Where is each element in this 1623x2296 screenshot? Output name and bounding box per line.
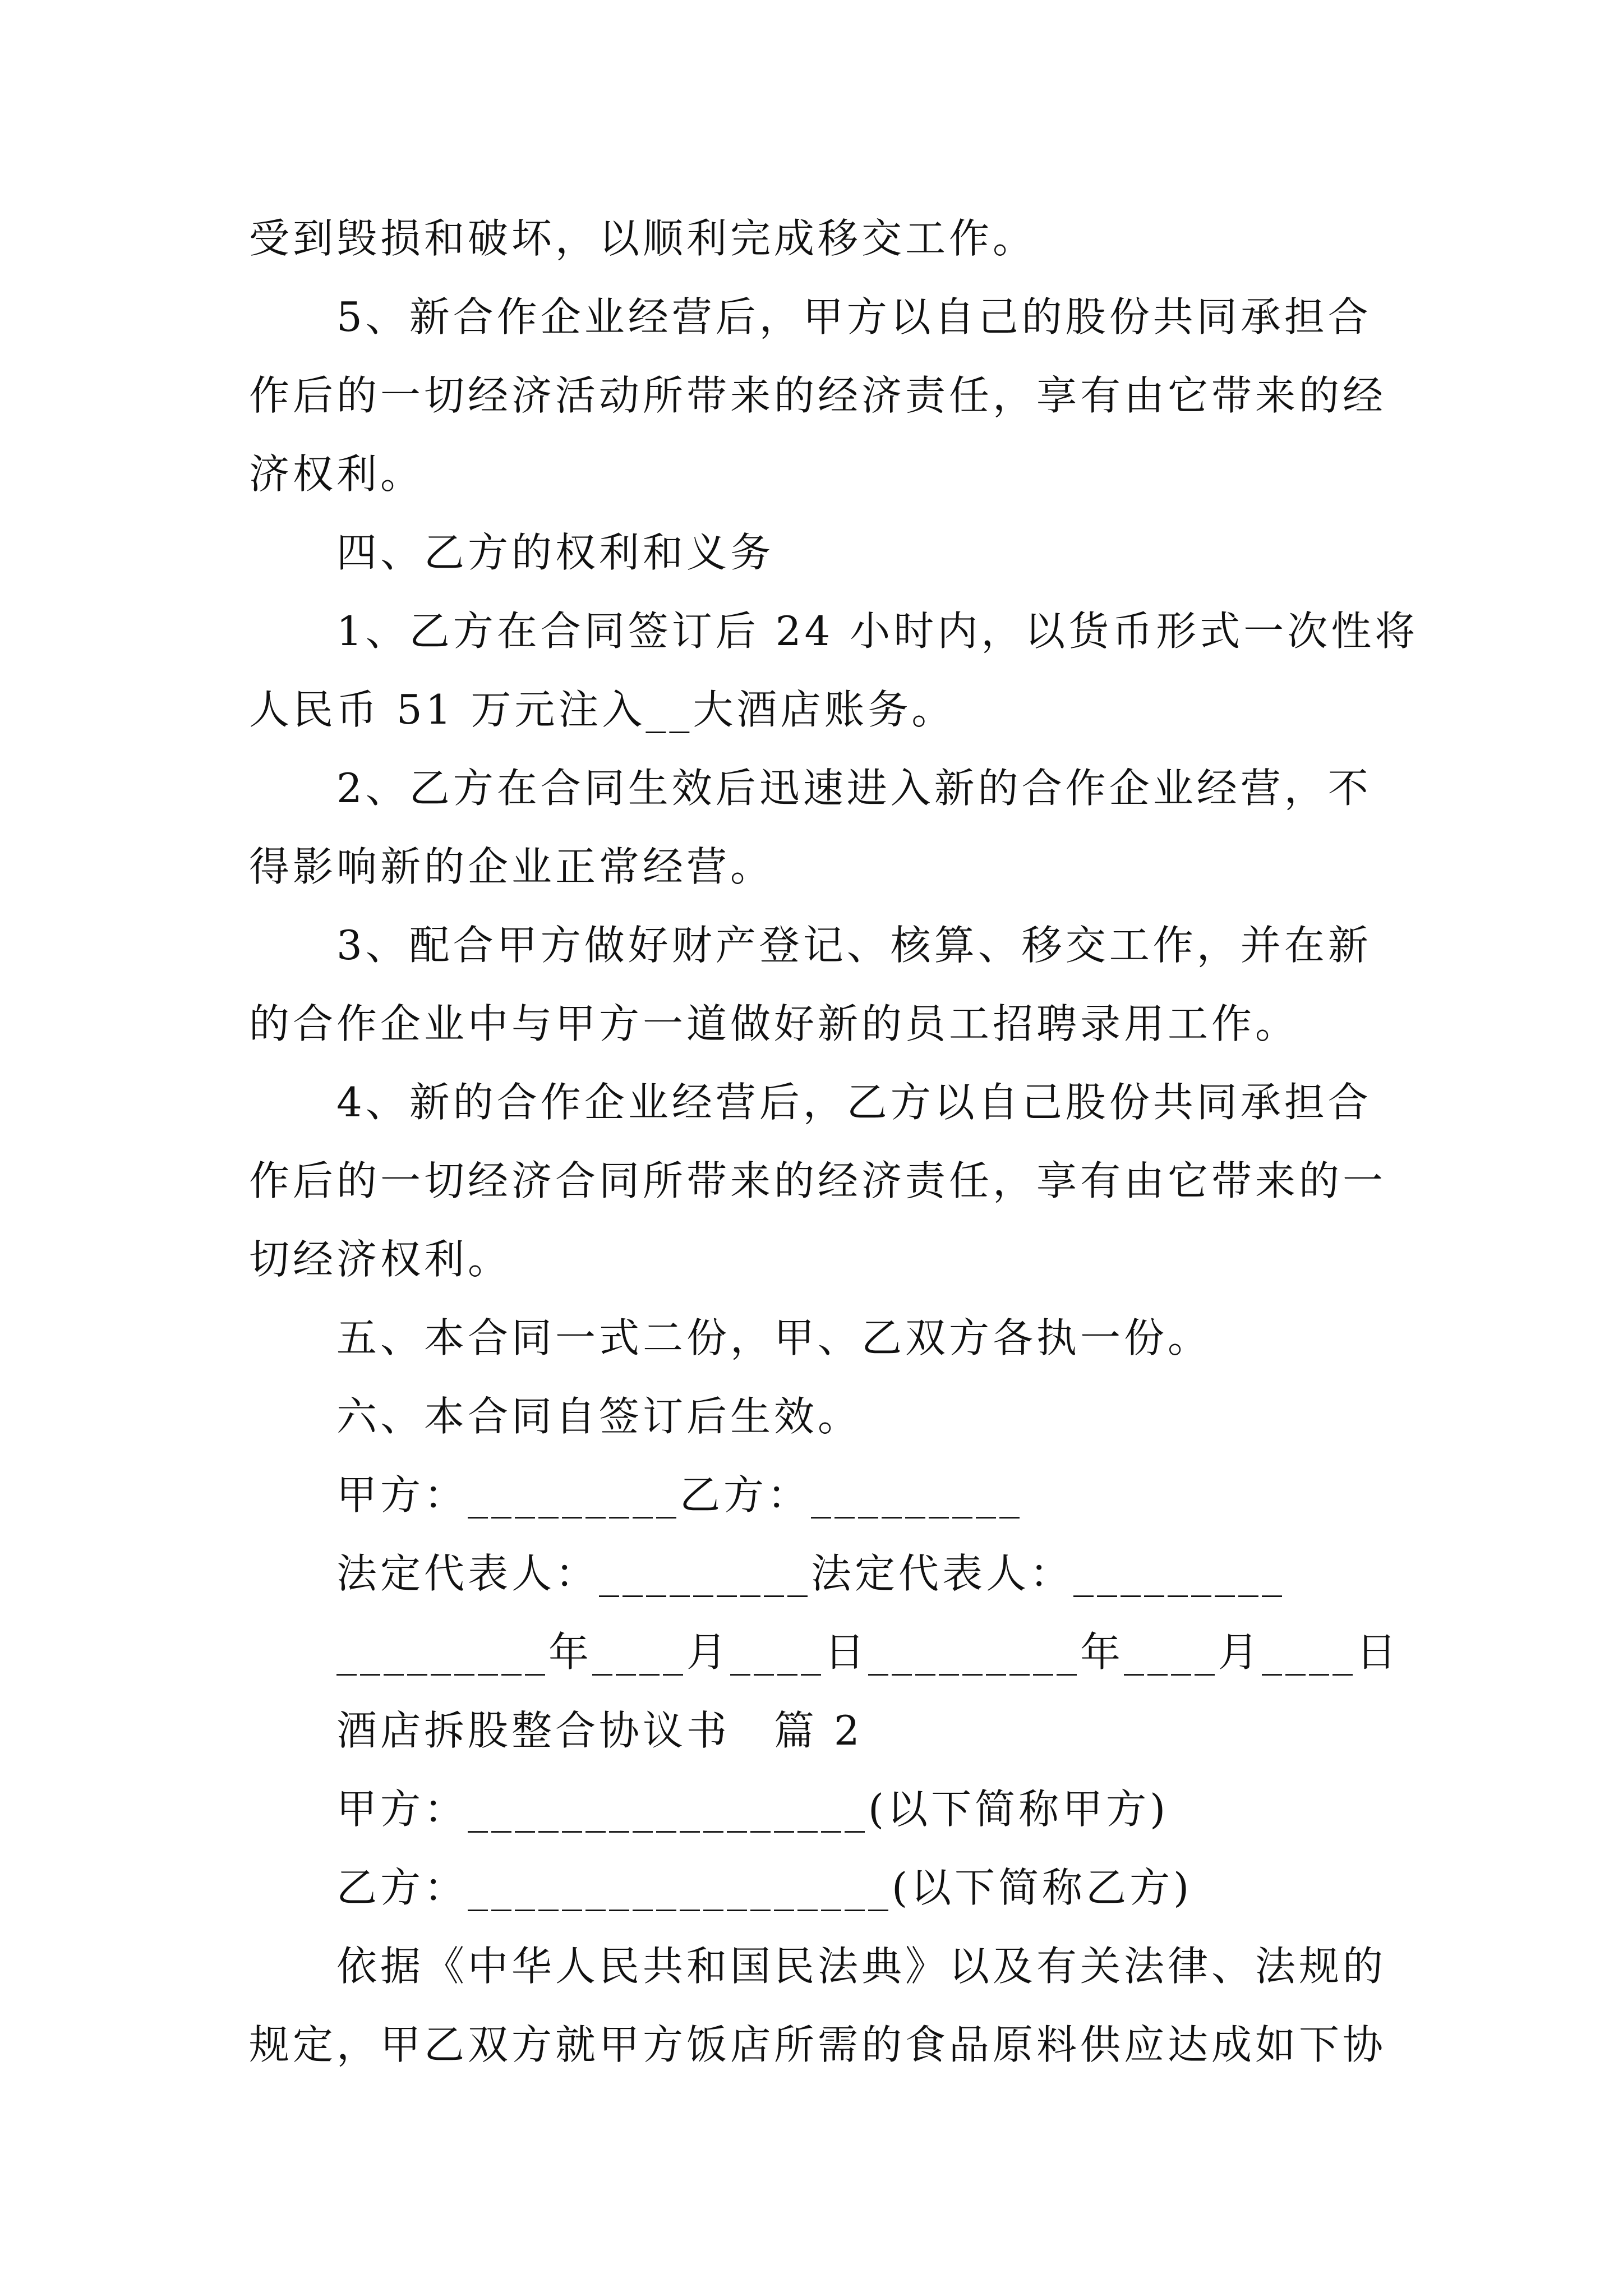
- paragraph-line: 切经济权利。: [249, 1236, 512, 1283]
- paragraph-line: 5、新合作企业经营后，甲方以自己的股份共同承担合: [249, 293, 1372, 341]
- paragraph-line: 规定，甲乙双方就甲方饭店所需的食品原料供应达成如下协: [249, 2021, 1387, 2068]
- paragraph-line: 得影响新的企业正常经营。: [249, 843, 774, 890]
- paragraph-line: 六、本合同自签订后生效。: [249, 1393, 862, 1440]
- section-heading: 四、乙方的权利和义务: [249, 529, 774, 576]
- paragraph-line: 受到毁损和破坏，以顺利完成移交工作。: [249, 215, 1037, 262]
- paragraph-line: 作后的一切经济合同所带来的经济责任，享有由它带来的一: [249, 1157, 1387, 1204]
- paragraph-line: 济权利。: [249, 450, 425, 498]
- paragraph-line: 的合作企业中与甲方一道做好新的员工招聘录用工作。: [249, 1000, 1299, 1047]
- party-line: 乙方：__________________(以下简称乙方): [249, 1864, 1193, 1911]
- paragraph-line: 3、配合甲方做好财产登记、核算、移交工作，并在新: [249, 922, 1372, 969]
- paragraph-line: 4、新的合作企业经营后，乙方以自己股份共同承担合: [249, 1079, 1372, 1126]
- date-line: _________年____月____日_________年____月____日: [249, 1628, 1400, 1676]
- paragraph-line: 依据《中华人民共和国民法典》以及有关法律、法规的: [249, 1943, 1387, 1990]
- document-title: 酒店拆股整合协议书 篇 2: [249, 1707, 863, 1754]
- paragraph-line: 作后的一切经济活动所带来的经济责任，享有由它带来的经: [249, 372, 1387, 419]
- paragraph-line: 人民币 51 万元注入__大酒店账务。: [249, 686, 956, 733]
- signature-line: 甲方：_________乙方：_________: [249, 1471, 1023, 1519]
- paragraph-line: 1、乙方在合同签订后 24 小时内，以货币形式一次性将: [249, 608, 1419, 655]
- paragraph-line: 五、本合同一式二份，甲、乙双方各执一份。: [249, 1314, 1212, 1361]
- party-line: 甲方：_________________(以下简称甲方): [249, 1786, 1169, 1833]
- paragraph-line: 2、乙方在合同生效后迅速进入新的合作企业经营，不: [249, 765, 1372, 812]
- document-body: [249, 199, 1419, 2084]
- signature-line: 法定代表人：_________法定代表人：_________: [249, 1550, 1286, 1597]
